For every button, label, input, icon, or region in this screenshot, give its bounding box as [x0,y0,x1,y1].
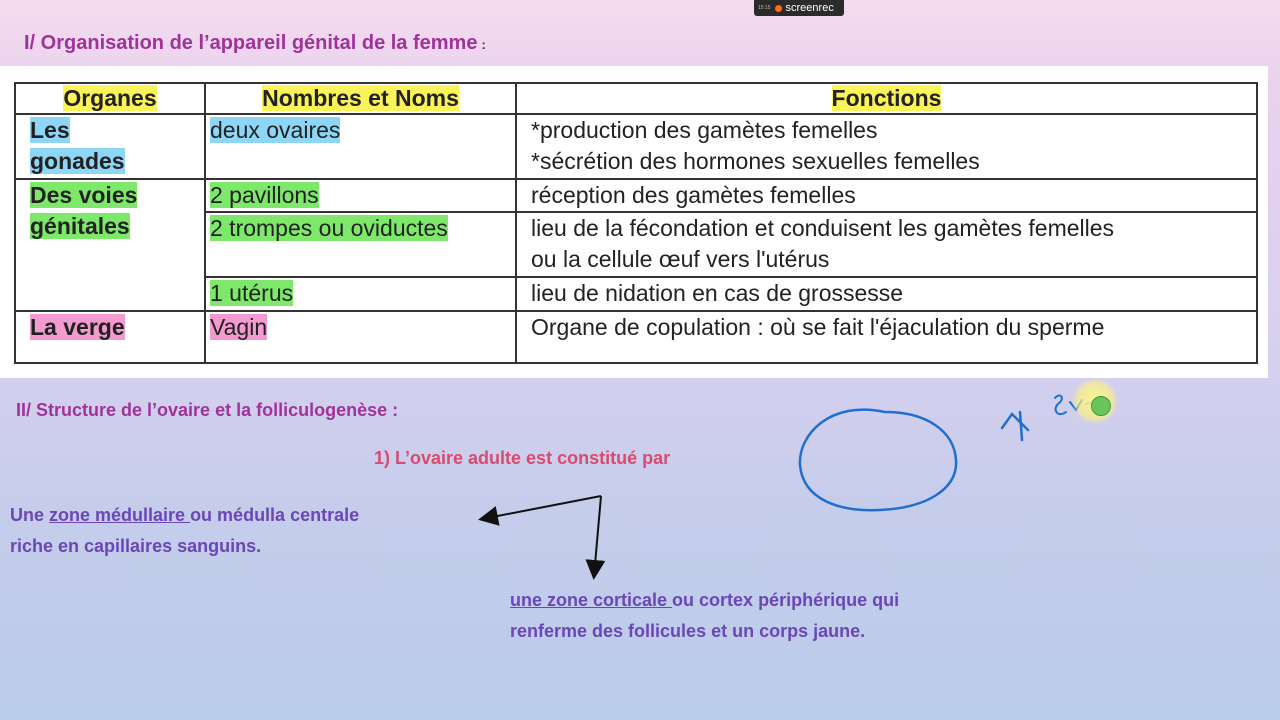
corticale-underlined: une zone corticale [510,590,673,610]
table-row [15,311,1257,363]
corticale-line2: renferme des follicules et un corps jaune. [510,621,866,641]
organ-gonades-line2: gonades [30,147,125,174]
function-gonades-line1: *production des gamètes femelles [531,116,878,143]
organ-cell-voies [15,179,205,311]
table-row [15,114,1257,179]
medullaire-line2: riche en capillaires sanguins. [10,536,262,556]
ovary-sketch-oval [800,410,956,511]
organ-cell-verge [15,311,205,363]
arrow-to-corticale [594,496,601,576]
organ-cell-gonades [15,114,205,179]
screen-recorder-badge[interactable] [754,0,844,16]
name-vagin: Vagin [210,314,268,341]
function-cell-gonades [516,114,1257,179]
header-fonctions [516,83,1257,114]
subsection-1-heading: 1) L’ovaire adulte est constitué par [374,448,671,468]
function-cell-verge [516,311,1257,363]
function-gonades-line2: *sécrétion des hormones sexuelles femelles [531,147,980,174]
table-panel [0,66,1268,378]
medullaire-text [10,500,359,562]
medullaire-prefix: Une [10,505,50,525]
name-cell-uterus [205,277,516,311]
section-2-heading: II/ Structure de l’ovaire et la folliculogenèse : [16,400,399,420]
recorder-label: screenrec [785,2,834,14]
section-1-title: I/ Organisation de l’appareil génital de la femme [24,32,478,54]
medullaire-rest: ou médulla centrale [190,505,360,525]
section-1-heading [24,32,486,55]
function-trompes-line1: lieu de la fécondation et conduisent les gamètes femelles [531,215,1115,242]
header-fonctions-label: Fonctions [831,85,942,111]
function-cell-uterus [516,277,1257,311]
function-trompes-line2: ou la cellule œuf vers l'utérus [531,246,830,273]
name-uterus: 1 utérus [210,280,294,307]
table-row [15,179,1257,213]
name-cell-trompes [205,212,516,277]
recorder-time: 15:15 [758,5,771,11]
header-organes [15,83,205,114]
organ-voies-line1: Des voies [30,181,138,208]
function-pavillons: réception des gamètes femelles [531,181,856,208]
organ-voies-line2: génitales [30,212,130,239]
corticale-text [510,585,899,647]
name-ovaires: deux ovaires [210,116,341,143]
corticale-rest: ou cortex périphérique qui [672,590,900,610]
organs-table [14,82,1258,364]
header-noms [205,83,516,114]
record-icon [775,5,782,12]
organ-gonades-line1: Les [30,116,70,143]
table-header-row [15,83,1257,114]
function-cell-pavillons [516,179,1257,213]
function-cell-trompes [516,212,1257,277]
name-cell-vagin [205,311,516,363]
header-organes-label: Organes [63,85,157,111]
function-uterus: lieu de nidation en cas de grossesse [531,280,904,307]
organ-verge: La verge [30,314,125,341]
pen-cursor-icon[interactable] [1091,396,1111,416]
arrow-to-medullaire [482,496,601,519]
female-symbol-sketch [1002,412,1028,440]
name-pavillons: 2 pavillons [210,181,319,208]
function-verge: Organe de copulation : où se fait l'éjaculation du sperme [531,314,1105,341]
name-trompes: 2 trompes ou oviductes [210,215,448,242]
medullaire-underlined: zone médullaire [49,505,191,525]
name-cell-ovaires [205,114,516,179]
section-1-colon: : [481,37,486,52]
name-cell-pavillons [205,179,516,213]
header-noms-label: Nombres et Noms [262,85,459,111]
